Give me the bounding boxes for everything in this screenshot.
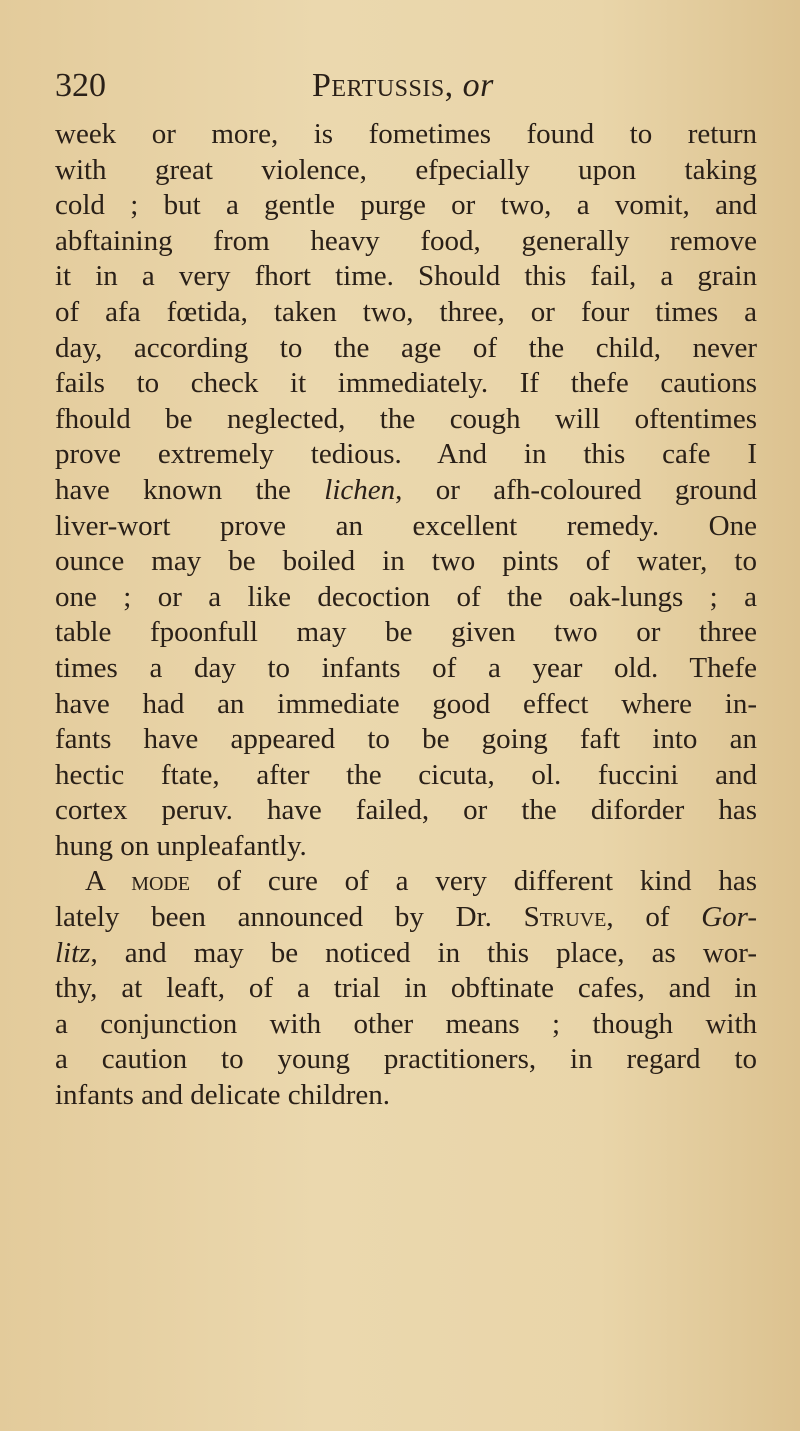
- text-line: [55, 864, 757, 900]
- text-line: cold ; but a gentle purge or two, a vomit, and: [55, 189, 757, 222]
- text-line: table fpoonfull may be given two or three: [55, 616, 757, 649]
- text-line: one ; or a like decoction of the oak-lungs ; a: [55, 580, 757, 613]
- text-fragment: , or afh-coloured ground: [395, 473, 757, 506]
- text-line: fhould be neglected, the cough will oftentimes: [55, 402, 757, 435]
- text-line: a caution to young practitioners, in regard to: [55, 1043, 757, 1076]
- running-title: [312, 64, 494, 108]
- text-line: [55, 936, 757, 972]
- place-name: Gor-: [701, 901, 757, 934]
- text-line: prove extremely tedious. And in this cafe I: [55, 438, 757, 471]
- text-line: [55, 900, 757, 936]
- text-fragment: have known the: [55, 473, 325, 506]
- text-fragment: lately been announced by Dr.: [55, 901, 524, 934]
- author-name: Struve: [523, 901, 607, 934]
- text-line: have had an immediate good effect where in-: [55, 687, 757, 720]
- text-line: week or more, is fometimes found to return: [55, 118, 757, 150]
- text-line: hung on unpleafantly.: [55, 829, 307, 862]
- paragraph-lead: A mode: [85, 865, 191, 898]
- text-fragment: of cure of a very different kind has: [190, 865, 757, 898]
- text-line: infants and delicate children.: [55, 1079, 390, 1112]
- text-line: hectic ftate, after the cicuta, ol. fuccini and: [55, 758, 757, 791]
- page-header: [55, 64, 760, 108]
- place-name: litz: [55, 936, 91, 969]
- text-fragment: , of: [606, 901, 702, 934]
- text-line: ounce may be boiled in two pints of water, to: [55, 545, 757, 578]
- lichen-term: lichen: [324, 473, 396, 506]
- text-line: it in a very fhort time. Should this fail, a grain: [55, 260, 757, 293]
- text-line: of afa fœtida, taken two, three, or four times a: [55, 295, 757, 328]
- text-line: fails to check it immediately. If thefe cautions: [55, 367, 757, 400]
- body-text: [55, 117, 757, 1114]
- text-line: times a day to infants of a year old. Thefe: [55, 651, 757, 684]
- text-line: abftaining from heavy food, generally remove: [55, 224, 757, 257]
- text-line: with great violence, efpecially upon taking: [55, 153, 757, 186]
- text-fragment: , and may be noticed in this place, as wor-: [90, 936, 757, 969]
- page-number: 320: [55, 67, 106, 104]
- text-line: a conjunction with other means ; though with: [55, 1007, 757, 1040]
- text-line: fants have appeared to be going faft into an: [55, 723, 757, 756]
- running-title-suffix: or: [453, 67, 494, 104]
- text-line: [55, 473, 757, 509]
- text-line: cortex peruv. have failed, or the diforder has: [55, 794, 757, 827]
- running-title-main: Pertussis,: [312, 67, 454, 104]
- text-line: liver-wort prove an excellent remedy. One: [55, 509, 757, 542]
- text-line: day, according to the age of the child, never: [55, 331, 757, 364]
- text-line: thy, at leaft, of a trial in obftinate cafes, and in: [55, 972, 757, 1005]
